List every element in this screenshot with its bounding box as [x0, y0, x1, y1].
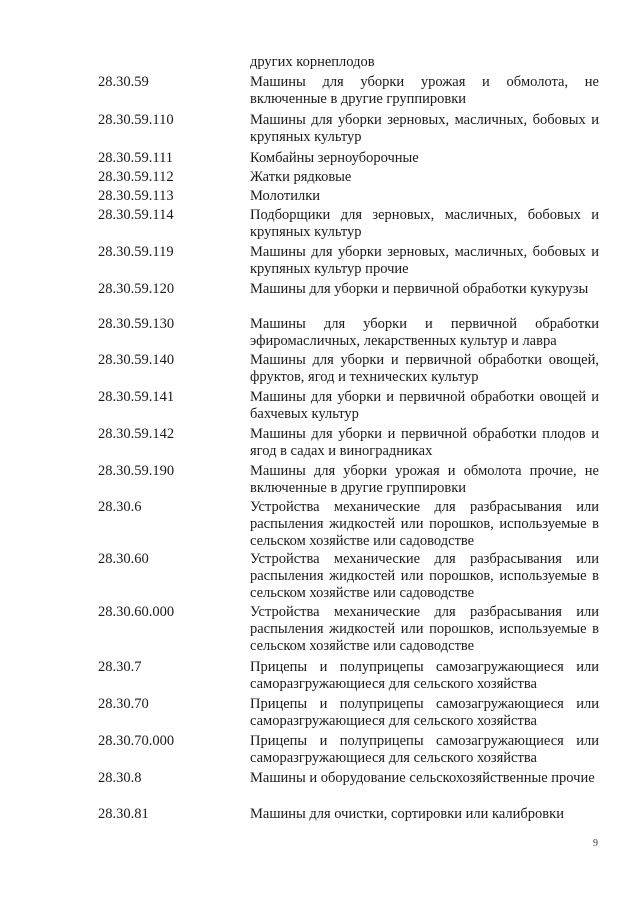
- row-code: 28.30.70: [98, 696, 149, 712]
- row-description: Подборщики для зерновых, масличных, бобовых и крупяных культур: [250, 207, 599, 240]
- row-code: 28.30.7: [98, 659, 142, 675]
- row-description: Машины для уборки урожая и обмолота прочие, не включенные в другие группировки: [250, 463, 599, 496]
- row-code: 28.30.59.119: [98, 244, 174, 260]
- row-code: 28.30.59.120: [98, 281, 175, 297]
- row-code: 28.30.8: [98, 770, 142, 786]
- row-code: 28.30.59: [98, 74, 149, 90]
- row-code: 28.30.59.141: [98, 389, 175, 405]
- continuation-text: других корнеплодов: [250, 54, 375, 70]
- row-description: Машины для уборки и первичной обработки кукурузы: [250, 281, 589, 297]
- row-description: Машины и оборудование сельскохозяйственные прочие: [250, 770, 595, 786]
- row-description: Устройства механические для разбрасывания или распыления жидкостей или порошков, используемые в сельском хозяйстве или садоводстве: [250, 499, 599, 549]
- page-number: 9: [593, 838, 598, 849]
- row-code: 28.30.59.113: [98, 188, 174, 204]
- row-description: Машины для уборки зерновых, масличных, бобовых и крупяных культур: [250, 112, 599, 145]
- row-description: Машины для уборки и первичной обработки овощей, фруктов, ягод и технических культур: [250, 352, 599, 385]
- row-description: Жатки рядковые: [250, 169, 352, 185]
- row-description: Машины для уборки и первичной обработки эфиромасличных, лекарственных культур и лавра: [250, 316, 599, 349]
- row-description: Машины для уборки и первичной обработки плодов и ягод в садах и виноградниках: [250, 426, 599, 459]
- row-code: 28.30.59.140: [98, 352, 175, 368]
- row-code: 28.30.60: [98, 551, 149, 567]
- row-code: 28.30.59.130: [98, 316, 175, 332]
- row-description: Молотилки: [250, 188, 321, 204]
- row-description: Машины для уборки и первичной обработки овощей и бахчевых культур: [250, 389, 599, 422]
- row-code: 28.30.81: [98, 806, 149, 822]
- row-description: Прицепы и полуприцепы самозагружающиеся или саморазгружающиеся для сельского хозяйства: [250, 733, 599, 766]
- row-description: Комбайны зерноуборочные: [250, 150, 419, 166]
- row-description: Машины для очистки, сортировки или калибровки: [250, 806, 564, 822]
- row-code: 28.30.59.114: [98, 207, 174, 223]
- row-description: Устройства механические для разбрасывания или распыления жидкостей или порошков, используемые в сельском хозяйстве или садоводстве: [250, 551, 599, 601]
- row-description: Машины для уборки зерновых, масличных, бобовых и крупяных культур прочие: [250, 244, 599, 277]
- row-code: 28.30.59.112: [98, 169, 174, 185]
- row-code: 28.30.6: [98, 499, 142, 515]
- row-code: 28.30.59.142: [98, 426, 175, 442]
- row-code: 28.30.59.111: [98, 150, 174, 166]
- row-description: Устройства механические для разбрасывания или распыления жидкостей или порошков, используемые в сельском хозяйстве или садоводстве: [250, 604, 599, 654]
- row-description: Прицепы и полуприцепы самозагружающиеся или саморазгружающиеся для сельского хозяйства: [250, 659, 599, 692]
- row-code: 28.30.59.110: [98, 112, 174, 128]
- row-code: 28.30.59.190: [98, 463, 175, 479]
- row-description: Прицепы и полуприцепы самозагружающиеся или саморазгружающиеся для сельского хозяйства: [250, 696, 599, 729]
- row-description: Машины для уборки урожая и обмолота, не включенные в другие группировки: [250, 74, 599, 107]
- row-code: 28.30.60.000: [98, 604, 175, 620]
- row-code: 28.30.70.000: [98, 733, 175, 749]
